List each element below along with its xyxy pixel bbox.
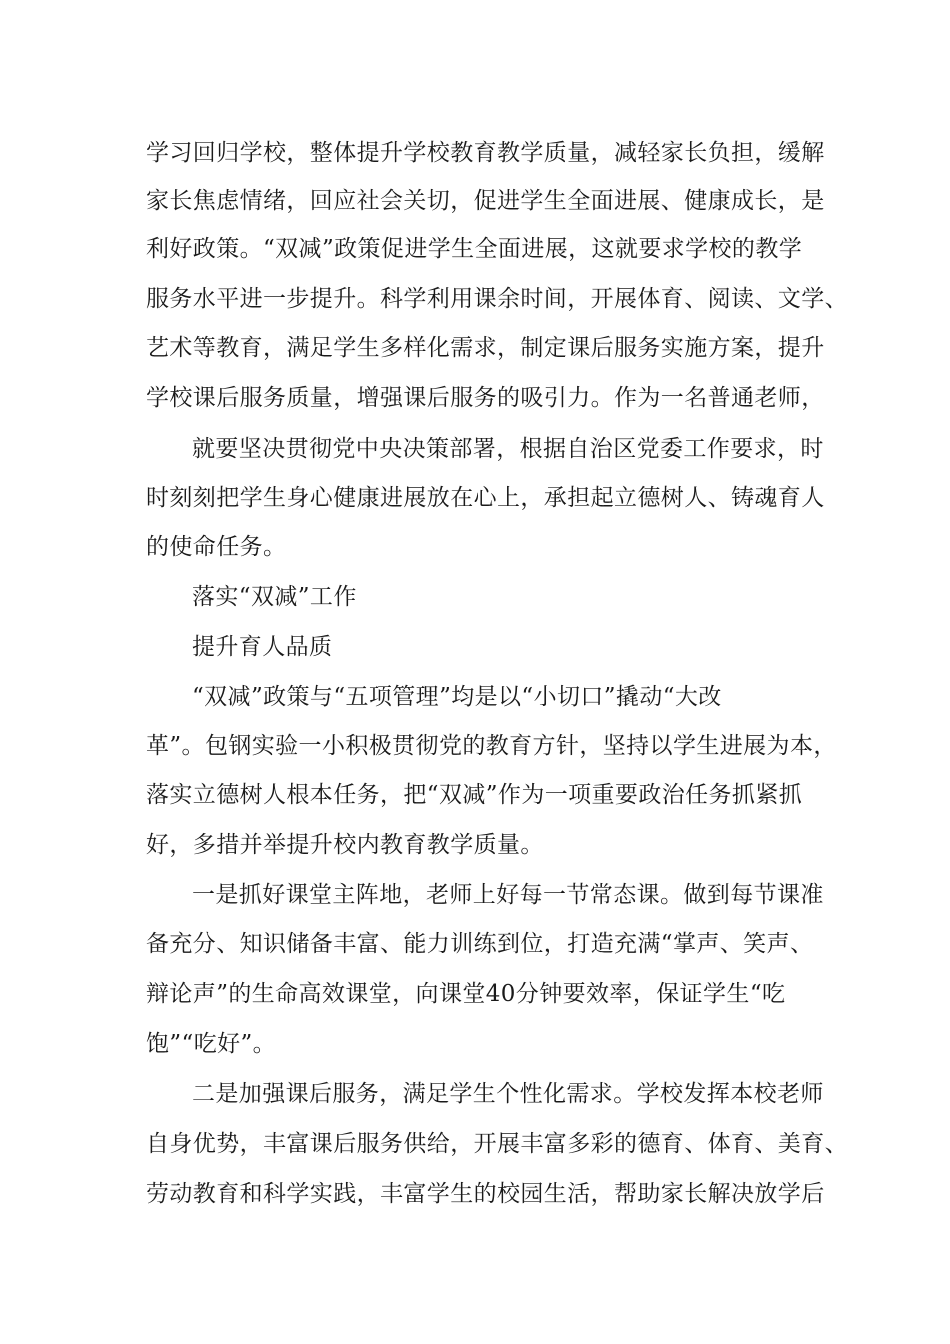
paragraph-line: 一是抓好课堂主阵地，老师上好每一节常态课。做到每节课准 (192, 882, 824, 908)
paragraph-line: 时刻刻把学生身心健康进展放在心上，承担起立德树人、铸魂育人 (146, 485, 825, 511)
paragraph-line: 家长焦虑情绪，回应社会关切，促进学生全面进展、健康成长，是 (146, 188, 825, 214)
paragraph-line: 服务水平进一步提升。科学利用课余时间，开展体育、阅读、文学、 (146, 286, 848, 312)
paragraph-line: 劳动教育和科学实践，丰富学生的校园生活，帮助家长解决放学后 (146, 1181, 825, 1207)
paragraph-line: 学习回归学校，整体提升学校教育教学质量，减轻家长负担，缓解 (146, 140, 825, 166)
section-heading: 提升育人品质 (192, 634, 333, 660)
paragraph-line: 学校课后服务质量，增强课后服务的吸引力。作为一名普通老师， (146, 385, 825, 411)
paragraph-line: “双减”政策与“五项管理”均是以“小切口”撬动“大改 (192, 684, 722, 710)
paragraph-line: 二是加强课后服务，满足学生个性化需求。学校发挥本校老师 (192, 1081, 824, 1107)
paragraph-line: 革”。包钢实验一小积极贯彻党的教育方针，坚持以学生进展为本， (146, 733, 837, 759)
paragraph-line: 自身优势，丰富课后服务供给，开展丰富多彩的德育、体育、美育、 (146, 1131, 848, 1157)
paragraph-line: 利好政策。“双减”政策促进学生全面进展，这就要求学校的教学 (146, 236, 803, 262)
paragraph-line: 艺术等教育，满足学生多样化需求，制定课后服务实施方案，提升 (146, 335, 825, 361)
paragraph-line: 好，多措并举提升校内教育教学质量。 (146, 832, 544, 858)
paragraph-line: 辩论声”的生命高效课堂，向课堂40分钟要效率，保证学生“吃 (146, 981, 786, 1007)
paragraph-line: 的使命任务。 (146, 534, 287, 560)
paragraph-line: 就要坚决贯彻党中央决策部署，根据自治区党委工作要求，时 (192, 436, 824, 462)
paragraph-line: 饱”“吃好”。 (146, 1031, 277, 1057)
section-heading: 落实“双减”工作 (192, 584, 357, 610)
paragraph-line: 备充分、知识储备丰富、能力训练到位，打造充满“掌声、笑声、 (146, 931, 814, 957)
paragraph-line: 落实立德树人根本任务，把“双减”作为一项重要政治任务抓紧抓 (146, 782, 803, 808)
